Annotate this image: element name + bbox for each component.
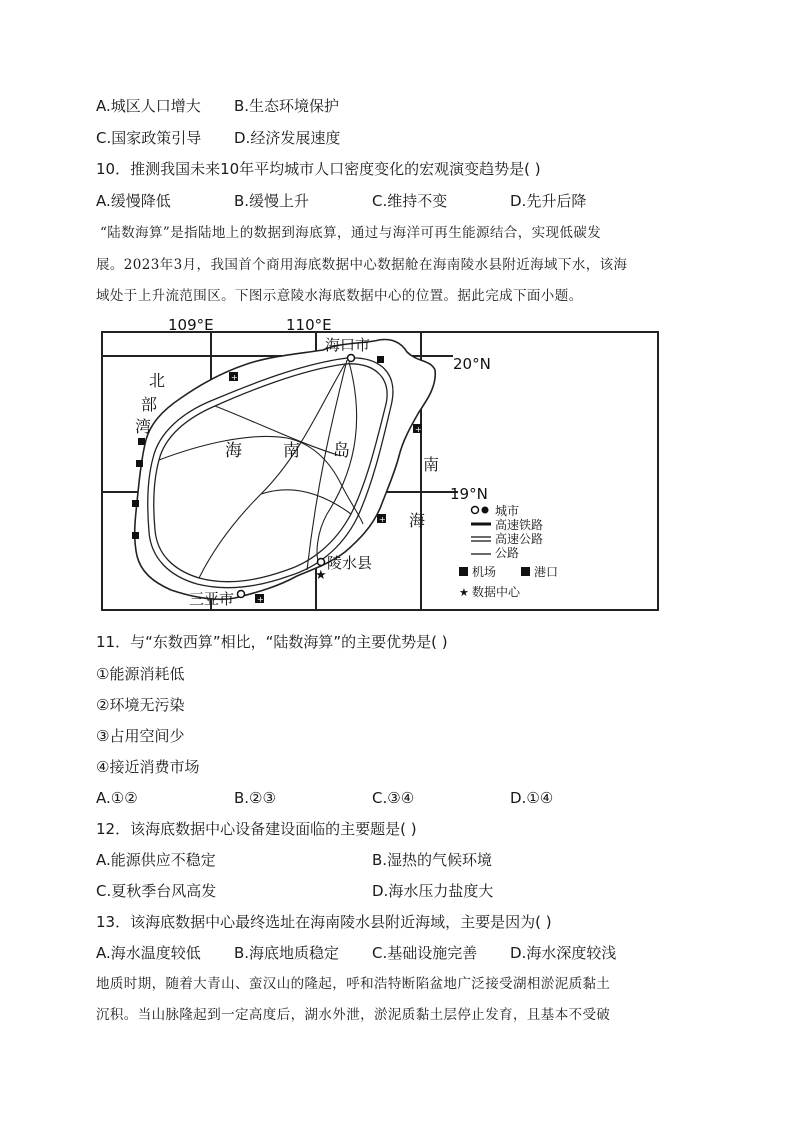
- q12-option-b[interactable]: B.湿热的气候环境: [372, 851, 493, 869]
- q11-option-d[interactable]: D.①④: [510, 789, 554, 807]
- lat-label-19: 19°N: [450, 485, 488, 503]
- passage2-line-2: 沉积。当山脉隆起到一定高度后，湖水外泄，淤泥质黏土层停止发育，且基本不受破: [96, 1007, 611, 1023]
- label-gulf-3: 湾: [135, 417, 152, 436]
- q13-option-b[interactable]: B.海底地质稳定: [234, 944, 340, 962]
- legend-airport: 机场: [472, 565, 497, 579]
- lon-label-110: 110°E: [286, 316, 332, 334]
- q13-option-c[interactable]: C.基础设施完善: [372, 944, 478, 962]
- q10-option-c[interactable]: C.维持不变: [372, 192, 448, 210]
- label-island-1: 海: [225, 441, 242, 461]
- legend-road: 公路: [495, 546, 520, 560]
- q11-item-3: ③占用空间少: [96, 727, 185, 745]
- q13-option-a[interactable]: A.海水温度较低: [96, 944, 201, 962]
- svg-text:+: +: [415, 425, 422, 434]
- q12-stem: 12．该海底数据中心设备建设面临的主要题是( ): [96, 820, 417, 838]
- q9-option-d[interactable]: D.经济发展速度: [234, 129, 341, 147]
- q9-option-c[interactable]: C.国家政策引导: [96, 129, 202, 147]
- q12-option-a[interactable]: A.能源供应不稳定: [96, 851, 216, 869]
- passage1-line-3: 域处于上升流范围区。下图示意陵水海底数据中心的位置。据此完成下面小题。: [96, 288, 583, 304]
- q11-item-1: ①能源消耗低: [96, 665, 185, 683]
- legend-port: 港口: [534, 565, 559, 579]
- q10-option-d[interactable]: D.先升后降: [510, 192, 587, 210]
- passage2-line-1: 地质时期，随着大青山、蛮汉山的隆起，呼和浩特断陷盆地广泛接受湖相淤泥质黏土: [96, 976, 611, 992]
- label-sanya: 三亚市: [189, 590, 235, 608]
- q10-stem: 10．推测我国未来10年平均城市人口密度变化的宏观演变趋势是( ): [96, 160, 541, 178]
- data-center-star-icon: ★: [315, 568, 327, 583]
- hainan-data-center-map: [101, 314, 693, 614]
- q11-item-4: ④接近消费市场: [96, 758, 200, 776]
- passage1-line-2: 展。2023年3月，我国首个商用海底数据中心数据舱在海南陵水县附近海域下水，该海: [96, 257, 628, 273]
- lon-label-109: 109°E: [168, 316, 214, 334]
- q13-stem: 13．该海底数据中心最终选址在海南陵水县附近海域，主要是因为( ): [96, 913, 552, 931]
- passage1-line-1: “陆数海算”是指陆地上的数据到海底算，通过与海洋可再生能源结合，实现低碳发: [100, 225, 602, 241]
- label-gulf-2: 部: [141, 395, 158, 414]
- svg-text:+: +: [231, 373, 238, 382]
- q11-item-2: ②环境无污染: [96, 696, 185, 714]
- label-haikou: 海口市: [325, 336, 371, 354]
- label-island-2: 南: [283, 441, 300, 461]
- q12-option-c[interactable]: C.夏秋季台风高发: [96, 882, 217, 900]
- legend-datacenter: 数据中心: [472, 585, 521, 599]
- legend-hsr: 高速铁路: [495, 518, 544, 532]
- label-gulf-1: 北: [149, 371, 166, 390]
- q9-option-b[interactable]: B.生态环境保护: [234, 97, 340, 115]
- lat-label-20: 20°N: [453, 355, 491, 373]
- q11-option-a[interactable]: A.①②: [96, 789, 138, 807]
- label-sea-1: 南: [423, 455, 440, 474]
- label-sea-2: 海: [409, 511, 426, 530]
- svg-text:+: +: [257, 595, 264, 604]
- legend-expressway: 高速公路: [495, 532, 544, 546]
- q10-option-b[interactable]: B.缓慢上升: [234, 192, 310, 210]
- legend-city: 城市: [495, 504, 520, 518]
- legend-star-icon: ★: [459, 586, 469, 599]
- svg-text:+: +: [379, 515, 386, 524]
- label-lingshui: 陵水县: [327, 554, 373, 572]
- q11-option-b[interactable]: B.②③: [234, 789, 276, 807]
- q12-option-d[interactable]: D.海水压力盐度大: [372, 882, 494, 900]
- q9-option-a[interactable]: A.城区人口增大: [96, 97, 201, 115]
- q10-option-a[interactable]: A.缓慢降低: [96, 192, 171, 210]
- label-island-3: 岛: [333, 441, 350, 461]
- q11-stem: 11．与“东数西算”相比，“陆数海算”的主要优势是( ): [96, 633, 448, 651]
- q13-option-d[interactable]: D.海水深度较浅: [510, 944, 617, 962]
- q11-option-c[interactable]: C.③④: [372, 789, 415, 807]
